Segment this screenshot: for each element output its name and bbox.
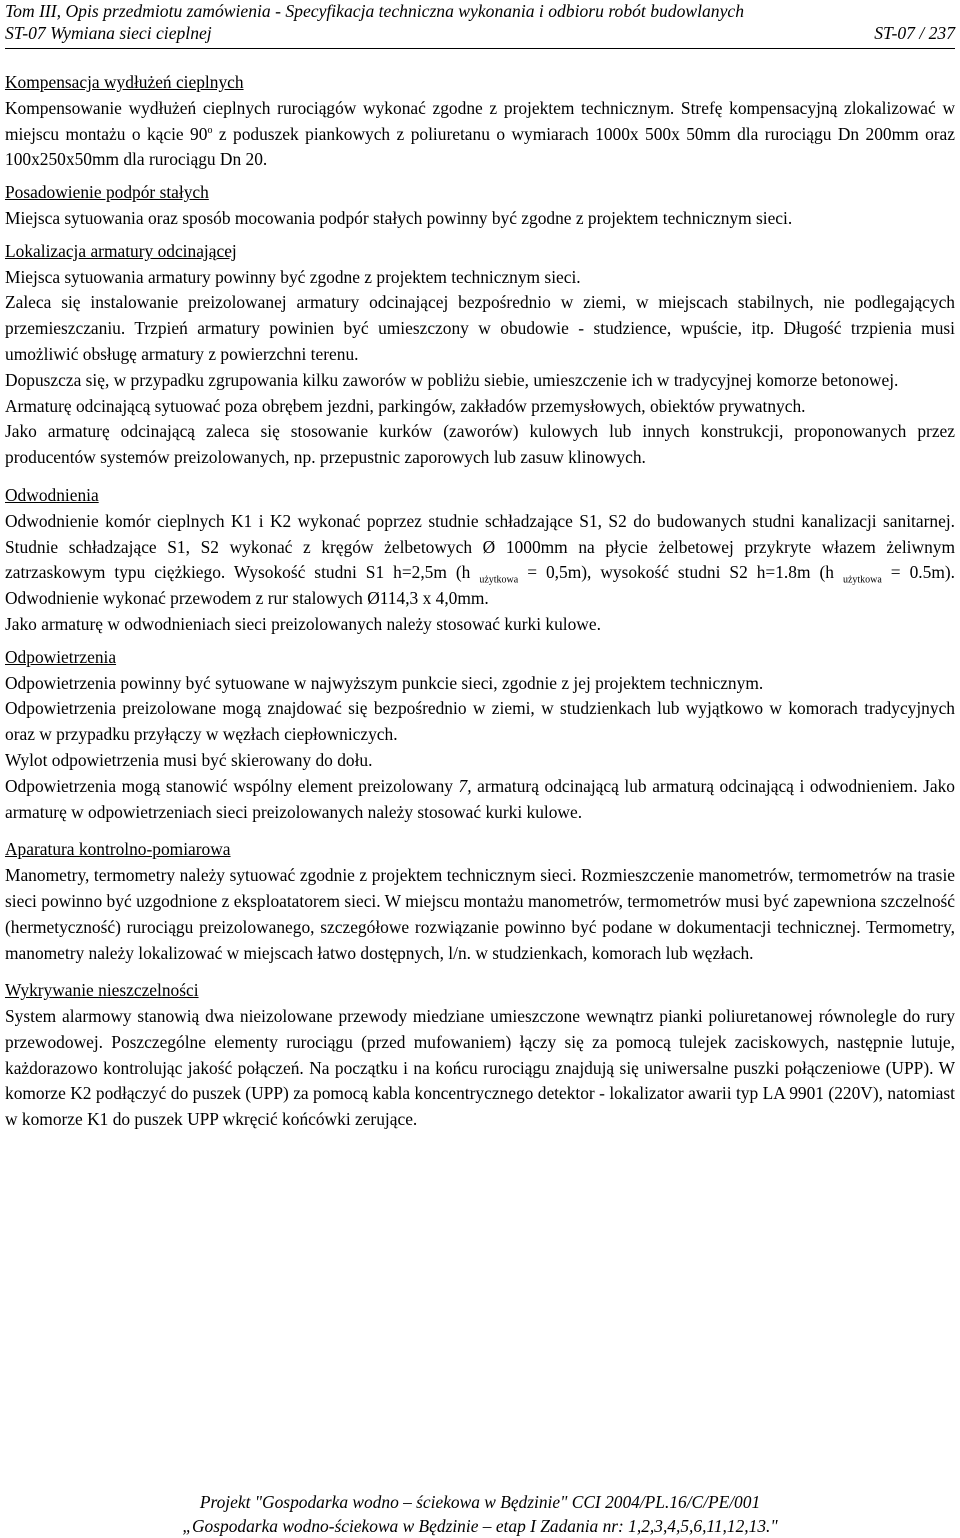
paragraph-aparatura: Manometry, termometry należy sytuować zgodnie z projektem technicznym sieci. Rozmieszczenie manometrów, termometrów na trasie sieci powinno być uzgodnione z eksploatatorem sieci. W miejscu montażu manometrów, termometrów musi być zapewniona szczelność (hermetyczność) rurociągu preizolowanego, szczegółowe rozwiązanie powinno być podane w dokumentacji technicznej. Termometry, manometry należy lokalizować w miejscach łatwo dostępnych, l/n. w studzienkach, komorach lub węzłach. [5,865,955,963]
paragraph-odpowietrzenia-4: Odpowietrzenia mogą stanowić wspólny element preizolowany 7, armaturą odcinającą lub armaturą odcinającą i odwodnieniem. Jako armaturę w odpowietrzeniach sieci preizolowanych należy stosować kurki kulowe. [5,775,955,822]
paragraph-wykrywanie: System alarmowy stanowią dwa nieizolowane przewody miedziane umieszczone wewnątrz pianki poliuretanowej równolegle do rury przewodowej. Poszczególne elementy rurociągu (przed mufowaniem) łączy się za pomocą tulejek zaciskowych, następnie lutuje, każdorazowo kontrolując jakość połączeń. Na początku i na końcu rurociągu znajdują się uniwersalne puszki połączeniowe (UPP). W komorze K2 podłączyć do puszek (UPP) za pomocą kabla koncentrycznego detektor - lokalizator awarii typ LA 9901 (220V), natomiast w komorze K1 do puszek UPP wkręcić końcówki zerujące. [5,1006,955,1130]
paragraph-armatura-2: Zaleca się instalowanie preizolowanej armatury odcinającej bezpośrednio w ziemi, w miejscach stabilnych, nie podlegających przemieszczaniu. Trzpień armatury powinien być umieszczony w obudowie - studzience, wpuście, itp. Długość trzpienia musi umożliwić obsługę armatury z powierzchni terenu. [5,292,955,364]
heading-odwodnienia: Odwodnienia [5,484,99,505]
paragraph-armatura-1: Miejsca sytuowania armatury powinny być zgodne z projektem technicznym sieci. [5,266,581,287]
footer-project: Projekt "Gospodarka wodno – ściekowa w Będzinie" CCI 2004/PL.16/C/PE/001 [199,1492,761,1512]
header-title: Tom III, Opis przedmiotu zamówienia - Specyfikacja techniczna wykonania i odbioru robót budowlanych [5,1,745,21]
paragraph-odpowietrzenia-2: Odpowietrzenia preizolowane mogą znajdować się bezpośrednio w ziemi, w studzienkach lub wyjątkowo w komorach tradycyjnych oraz w przypadku przyłączy w węzłach ciepłowniczych. [5,698,955,745]
paragraph-odwodnienia-2: Jako armaturę w odwodnieniach sieci preizolowanych należy stosować kurki kulowe. [5,613,601,634]
heading-aparatura: Aparatura kontrolno-pomiarowa [5,839,231,860]
heading-wykrywanie: Wykrywanie nieszczelności [5,980,199,1001]
paragraph-podpory: Miejsca sytuowania oraz sposób mocowania podpór stałych powinny być zgodne z projektem technicznym sieci. [5,207,793,228]
header-spec-name: ST-07 Wymiana sieci cieplnej [5,23,212,43]
header-page-number: ST-07 / 237 [874,23,955,43]
heading-podpory: Posadowienie podpór stałych [5,182,209,203]
heading-kompensacja: Kompensacja wydłużeń cieplnych [5,72,244,92]
heading-armatura: Lokalizacja armatury odcinającej [5,240,237,261]
paragraph-odwodnienia-1: Odwodnienie komór cieplnych K1 i K2 wykonać poprzez studnie schładzające S1, S2 do budowanych studni kanalizacji sanitarnej. Studnie schładzające S1, S2 wykonać z kręgów żelbetowych Ø 1000mm na płycie żelbetowej przykryte włazem żeliwnym zatrzaskowym typu ciężkiego. Wysokość studni S1 h=2,5m (h $_{użytkowa}$ = 0,5m), wysokość studni S2 h=1.8m (h $_{użytkowa}$ = 0.5m). Odwodnienie wykonać przewodem z rur stalowych Ø114,3 x 4,0mm. [5,510,955,609]
degree-superscript: o [207,124,213,136]
paragraph-armatura-5: Jako armaturę odcinającą zaleca się stosowanie kurków (zaworów) kulowych lub innych konstrukcji, proponowanych przez producentów systemów preizolowanych, np. przepustnic zaporowych lub zasuw klinowych. [5,421,955,468]
footer-task: „Gospodarka wodno-ściekowa w Będzinie – etap I Zadania nr: 1,2,3,4,5,6,11,12,13." [182,1516,778,1536]
header-divider [5,48,955,49]
paragraph-odpowietrzenia-3: Wylot odpowietrzenia musi być skierowany do dołu. [5,749,373,770]
document-body [5,70,955,1133]
paragraph-armatura-3: Dopuszcza się, w przypadku zgrupowania kilku zaworów w pobliżu siebie, umieszczenie ich w tradycyjnej komorze betonowej. [5,369,899,390]
header-spec [5,22,955,44]
paragraph-armatura-4: Armaturę odcinającą sytuować poza obrębem jezdni, parkingów, zakładów przemysłowych, obiektów prywatnych. [5,395,806,416]
paragraph-kompensacja: Kompensowanie wydłużeń cieplnych rurociągów wykonać zgodne z projektem technicznym. Strefę kompensacyjną zlokalizować w miejscu montażu o kącie 90$^o$ z poduszek piankowych z poliuretanu o wymiarach 1000x 500x 50mm dla rurociągu Dn 200mm oraz 100x250x50mm dla rurociągu Dn 20. [5,97,955,170]
heading-odpowietrzenia: Odpowietrzenia [5,646,117,667]
paragraph-odpowietrzenia-1: Odpowietrzenia powinny być sytuowane w najwyższym punkcie sieci, zgodnie z jej projektem technicznym. [5,672,764,693]
